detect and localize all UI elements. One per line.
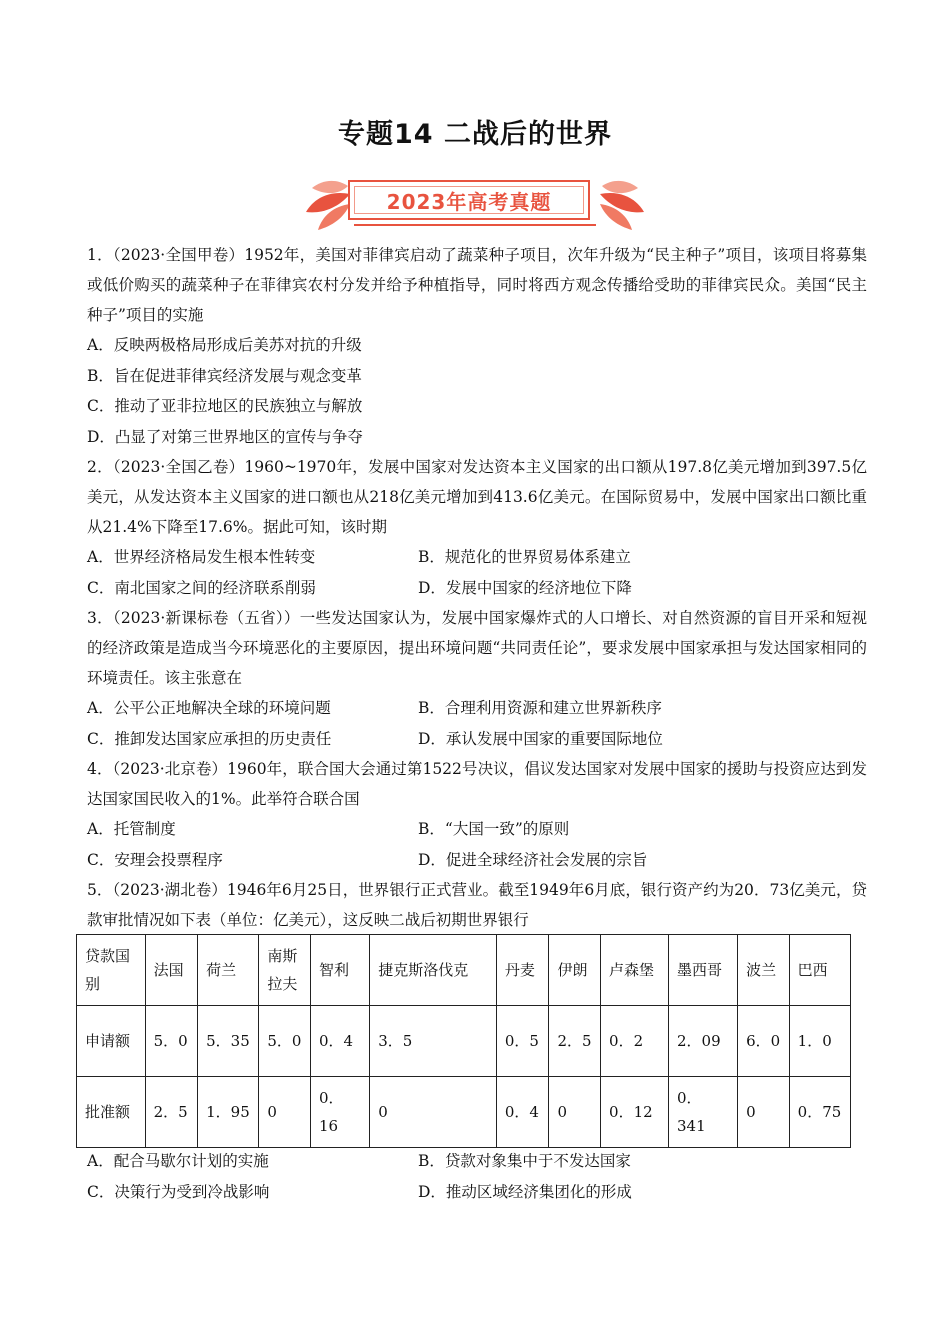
option-a: A．反映两极格局形成后美苏对抗的升级 — [87, 336, 362, 354]
table-cell: 0．75 — [789, 1077, 850, 1148]
option-d: D．凸显了对第三世界地区的宣传与争夺 — [87, 427, 363, 446]
table-cell: 法国 — [145, 935, 198, 1006]
table-cell: 5．0 — [259, 1006, 311, 1077]
table-cell: 2．09 — [669, 1006, 738, 1077]
options-row — [87, 542, 867, 573]
table-cell: 巴西 — [789, 935, 850, 1006]
options-row — [87, 845, 867, 876]
banner-text: 2023年高考真题 — [354, 186, 584, 214]
option-b: B．贷款对象集中于不发达国家 — [418, 1152, 631, 1170]
table-cell: 0．4 — [496, 1077, 549, 1148]
table-cell: 申请额 — [77, 1006, 146, 1077]
table-cell: 5．35 — [198, 1006, 259, 1077]
options-row — [87, 1177, 867, 1208]
table-row — [77, 1077, 851, 1148]
option-c: C．安理会投票程序 — [87, 850, 223, 869]
table-cell: 批准额 — [77, 1077, 146, 1148]
table-cell: 卢森堡 — [601, 935, 669, 1006]
options-row — [87, 814, 867, 845]
table-cell: 1．0 — [789, 1006, 850, 1077]
option-d: D．促进全球经济社会发展的宗旨 — [418, 850, 648, 869]
table-cell: 捷克斯洛伐克 — [370, 935, 497, 1006]
option-a: A．配合马歇尔计划的实施 — [87, 1152, 269, 1170]
option-c: C．推动了亚非拉地区的民族独立与解放 — [87, 397, 363, 415]
table-cell: 0．12 — [601, 1077, 669, 1148]
option-c: C．决策行为受到冷战影响 — [87, 1182, 270, 1201]
loan-table — [76, 934, 851, 1148]
table-cell: 0 — [738, 1077, 790, 1148]
option-b: B．“大国一致”的原则 — [418, 820, 570, 838]
table-cell: 0 — [549, 1077, 601, 1148]
option-d: D．发展中国家的经济地位下降 — [418, 578, 632, 597]
question-stem: 1．（2023·全国甲卷）1952年，美国对菲律宾启动了蔬菜种子项目，次年升级为“民主种子”项目，该项目将募集或低价购买的蔬菜种子在菲律宾农村分发并给予种植指导，同时将西方观念传播给受助的菲律宾民众。美国“民主种子”项目的实施 — [87, 246, 867, 324]
table-cell: 0．5 — [496, 1006, 549, 1077]
question-stem: 5．（2023·湖北卷）1946年6月25日，世界银行正式营业。截至1949年6月底，银行资产约为20．73亿美元，贷款审批情况如下表（单位：亿美元），这反映二战后初期世界银行 — [87, 881, 867, 929]
table-cell: 1．95 — [198, 1077, 259, 1148]
table-header-row — [77, 935, 851, 1006]
table-cell: 贷款国别 — [77, 935, 146, 1006]
table-cell: 2．5 — [549, 1006, 601, 1077]
table-cell: 丹麦 — [496, 935, 549, 1006]
table-cell: 0．4 — [310, 1006, 369, 1077]
option-d: D．推动区域经济集团化的形成 — [418, 1182, 632, 1201]
table-cell: 6．0 — [738, 1006, 790, 1077]
table-cell: 0．16 — [310, 1077, 369, 1148]
question-stem: 4．（2023·北京卷）1960年，联合国大会通过第1522号决议，倡议发达国家对发展中国家的援助与投资应达到发达国家国民收入的1%。此举符合联合国 — [87, 760, 867, 808]
table-cell: 智利 — [310, 935, 369, 1006]
table-cell: 波兰 — [738, 935, 790, 1006]
option-b: B．合理利用资源和建立世界新秩序 — [418, 699, 662, 717]
question-5-options — [87, 1146, 867, 1207]
table-cell: 3．5 — [370, 1006, 497, 1077]
option-a: A．公平公正地解决全球的环境问题 — [87, 699, 331, 717]
table-cell: 2．5 — [145, 1077, 198, 1148]
table-cell: 0 — [259, 1077, 311, 1148]
table-cell: 5．0 — [145, 1006, 198, 1077]
table-cell: 0 — [370, 1077, 497, 1148]
table-row — [77, 1006, 851, 1077]
table-cell: 0．2 — [601, 1006, 669, 1077]
option-a: A．世界经济格局发生根本性转变 — [87, 548, 316, 566]
options-row — [87, 724, 867, 755]
option-c: C．推卸发达国家应承担的历史责任 — [87, 729, 332, 748]
option-b: B．旨在促进菲律宾经济发展与观念变革 — [87, 366, 362, 385]
page-title: 专题14 二战后的世界 — [338, 119, 612, 150]
options-row — [87, 573, 867, 604]
question-stem: 2．（2023·全国乙卷）1960~1970年，发展中国家对发达资本主义国家的出口额从197.8亿美元增加到397.5亿美元，从发达资本主义国家的进口额也从218亿美元增加到413.6亿美元。在国际贸易中，发展中国家出口额比重从21.4%下降至17.6%。据此可知，该时期 — [87, 458, 867, 536]
option-a: A．托管制度 — [87, 820, 176, 838]
table-cell: 0．341 — [669, 1077, 738, 1148]
table-cell: 荷兰 — [198, 935, 259, 1006]
options-row — [87, 1146, 867, 1177]
option-b: B．规范化的世界贸易体系建立 — [418, 548, 631, 566]
table-cell: 墨西哥 — [669, 935, 738, 1006]
questions-area — [87, 240, 867, 935]
question-stem: 3．（2023·新课标卷（五省））一些发达国家认为，发展中国家爆炸式的人口增长、对自然资源的盲目开采和短视的经济政策是造成当今环境恶化的主要原因，提出环境问题“共同责任论”，要求发展中国家承担与发达国家相同的环境责任。该主张意在 — [87, 609, 867, 687]
option-c: C．南北国家之间的经济联系削弱 — [87, 578, 316, 597]
section-banner — [300, 176, 650, 232]
table-cell: 伊朗 — [549, 935, 601, 1006]
option-d: D．承认发展中国家的重要国际地位 — [418, 729, 663, 748]
options-row — [87, 693, 867, 724]
table-cell: 南斯拉夫 — [259, 935, 311, 1006]
